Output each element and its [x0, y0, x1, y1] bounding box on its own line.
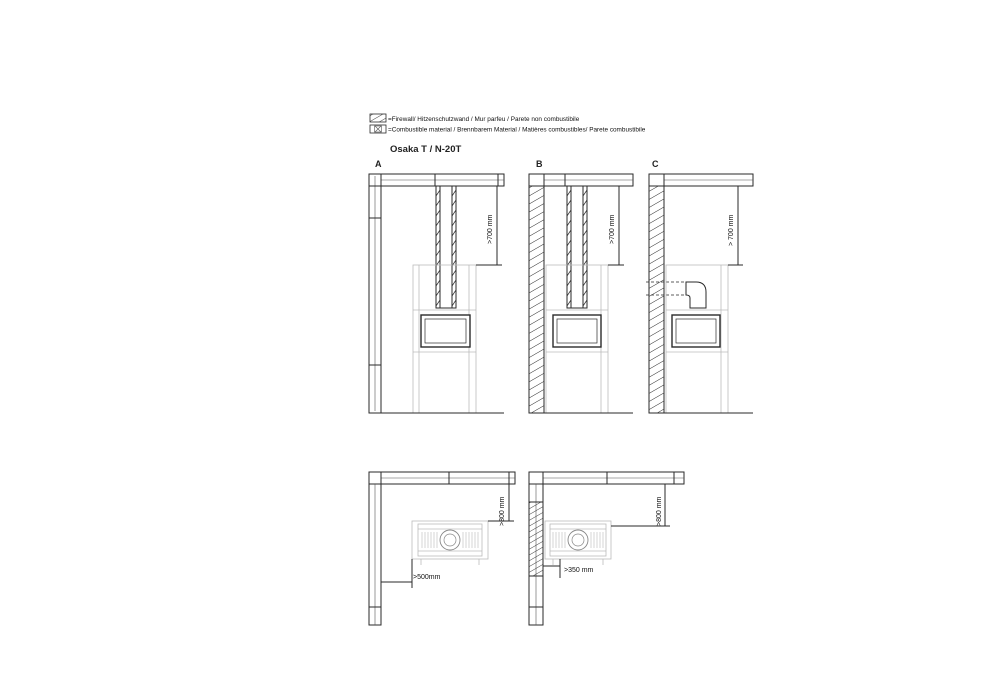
combustible-legend-label: =Combustible material / Brennbarem Material / Matières combustibles/ Parete combustibile	[388, 126, 646, 134]
panel-b-clearance-label: >700 mm	[609, 214, 616, 244]
firewall-legend-label: =Firewall/ Hitzenschutzwand / Mur parfeu / Parete non combustibile	[388, 116, 580, 123]
panel-c-letter: C	[652, 159, 659, 169]
firewall-legend-swatch	[370, 114, 386, 122]
panel-c-clearance-label: > 700 mm	[728, 214, 735, 246]
panel-b	[529, 159, 633, 413]
plan-right	[529, 472, 684, 625]
plan-left-front-clearance-label: >800 mm	[499, 496, 506, 526]
plan-right-front-clearance-label: >800 mm	[656, 496, 663, 526]
plan-right-side-clearance-label: >350 mm	[564, 567, 594, 574]
legend	[370, 114, 646, 134]
panel-b-letter: B	[536, 159, 543, 169]
combustible-legend-swatch	[370, 125, 386, 133]
panel-a	[369, 159, 504, 413]
panel-a-letter: A	[375, 159, 382, 169]
panel-c	[646, 159, 753, 413]
panel-a-clearance-label: >700 mm	[487, 214, 494, 244]
model-title: Osaka T / N-20T	[390, 144, 462, 155]
plan-left-side-clearance-label: >500mm	[413, 574, 441, 581]
plan-left	[369, 472, 515, 625]
